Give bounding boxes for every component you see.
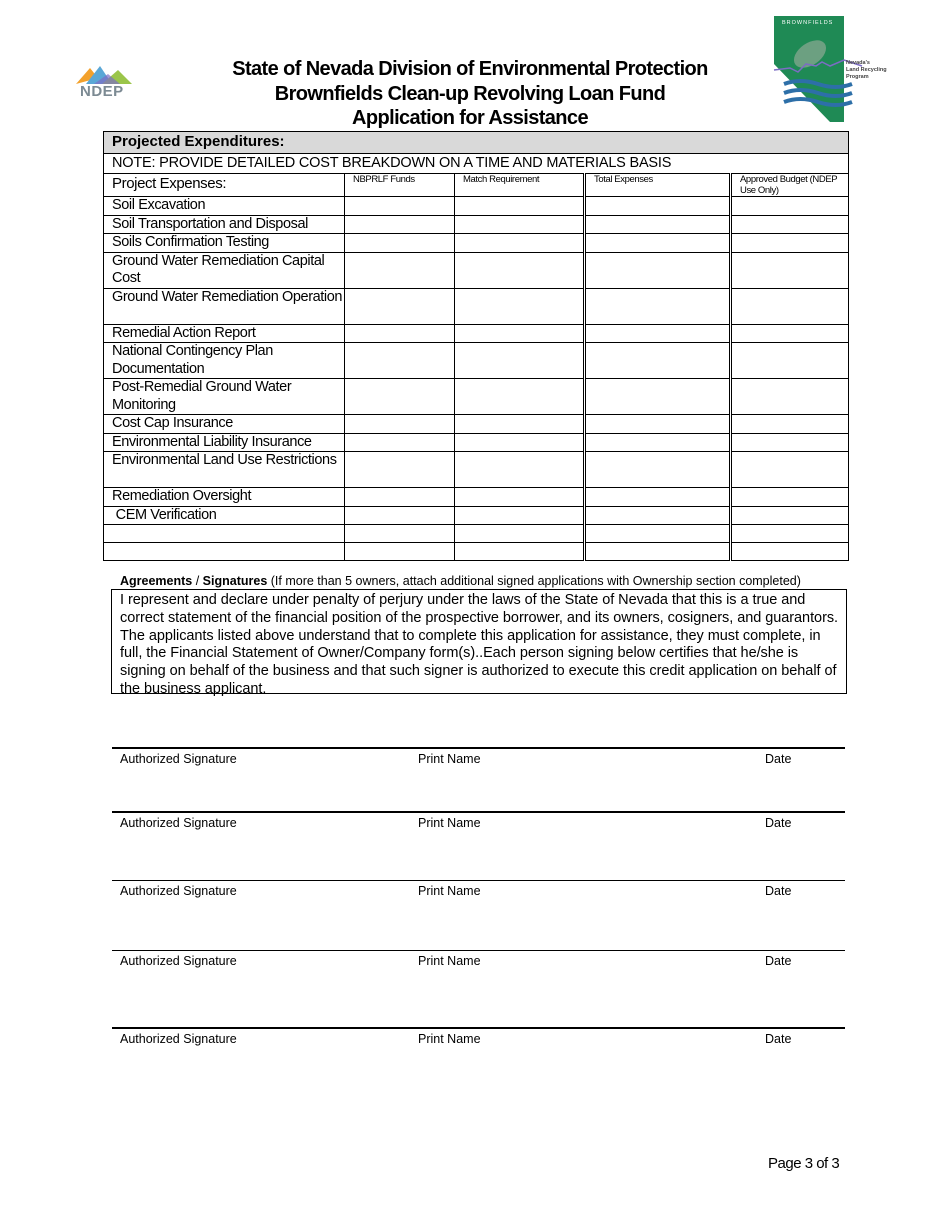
signature-line[interactable] (112, 880, 845, 898)
table-row (104, 252, 849, 288)
approved-budget-cell[interactable] (731, 343, 849, 379)
expense-label: Environmental Land Use Restrictions (104, 452, 345, 488)
table-row (104, 433, 849, 452)
match-requirement-cell[interactable] (455, 343, 585, 379)
nbprlf-funds-cell[interactable] (345, 415, 455, 434)
total-expenses-cell[interactable] (585, 288, 731, 324)
total-expenses-cell[interactable] (585, 506, 731, 525)
perjury-statement: I represent and declare under penalty of perjury under the laws of the State of Nevada that this is a true and correct statement of the financial position of the prospective borrower, and its owners, cosigners, and guarantors. The applicants listed above understand that to complete this application for assistance, they must complete, in full, the Financial Statement of Owner/Company form(s)..Each person signing below certifies that he/she is signing on behalf of the business and that such signer is authorized to execute this credit application on behalf of the business applicant. (111, 589, 847, 694)
print-name-label: Print Name (418, 1032, 481, 1046)
nbprlf-funds-cell[interactable] (345, 543, 455, 561)
total-expenses-cell[interactable] (585, 215, 731, 234)
approved-budget-cell[interactable] (731, 288, 849, 324)
table-row (104, 288, 849, 324)
agreements-note: (If more than 5 owners, attach additional signed applications with Ownership section completed) (267, 574, 801, 588)
logo-top-text: BROWNFIELDS (782, 20, 834, 26)
print-name-label: Print Name (418, 954, 481, 968)
match-requirement-cell[interactable] (455, 433, 585, 452)
total-expenses-cell[interactable] (585, 433, 731, 452)
match-requirement-cell[interactable] (455, 452, 585, 488)
approved-budget-cell[interactable] (731, 543, 849, 561)
nbprlf-funds-cell[interactable] (345, 288, 455, 324)
section-title: Projected Expenditures: (104, 132, 849, 154)
table-row (104, 324, 849, 343)
column-header-approved-budget: Approved Budget (NDEP Use Only) (731, 174, 849, 197)
expense-label: CEM Verification (104, 506, 345, 525)
approved-budget-cell[interactable] (731, 525, 849, 543)
ndep-logo-text: NDEP (80, 83, 124, 100)
cost-note: NOTE: PROVIDE DETAILED COST BREAKDOWN ON A TIME AND MATERIALS BASIS (104, 154, 849, 174)
total-expenses-cell[interactable] (585, 197, 731, 216)
table-row (104, 343, 849, 379)
expense-label: Cost Cap Insurance (104, 415, 345, 434)
total-expenses-cell[interactable] (585, 488, 731, 507)
logo-side-text-1: Nevada's (846, 60, 870, 66)
nbprlf-funds-cell[interactable] (345, 252, 455, 288)
match-requirement-cell[interactable] (455, 488, 585, 507)
authorized-signature-label: Authorized Signature (120, 816, 237, 830)
match-requirement-cell[interactable] (455, 288, 585, 324)
total-expenses-cell[interactable] (585, 525, 731, 543)
nbprlf-funds-cell[interactable] (345, 506, 455, 525)
match-requirement-cell[interactable] (455, 197, 585, 216)
total-expenses-cell[interactable] (585, 252, 731, 288)
total-expenses-cell[interactable] (585, 379, 731, 415)
table-note-row (104, 154, 849, 174)
print-name-label: Print Name (418, 816, 481, 830)
expense-label: Soil Excavation (104, 197, 345, 216)
approved-budget-cell[interactable] (731, 433, 849, 452)
date-label: Date (765, 954, 792, 968)
column-header-total-expenses: Total Expenses (585, 174, 731, 197)
nbprlf-funds-cell[interactable] (345, 324, 455, 343)
logo-side-text-3: Program (846, 74, 869, 80)
table-row (104, 525, 849, 543)
nbprlf-funds-cell[interactable] (345, 525, 455, 543)
print-name-label: Print Name (418, 884, 481, 898)
match-requirement-cell[interactable] (455, 543, 585, 561)
total-expenses-cell[interactable] (585, 543, 731, 561)
expense-label: Ground Water Remediation Operation (104, 288, 345, 324)
expense-label: Post-Remedial Ground Water Monitoring (104, 379, 345, 415)
expense-label: Soils Confirmation Testing (104, 234, 345, 253)
approved-budget-cell[interactable] (731, 215, 849, 234)
expense-label: Remediation Oversight (104, 488, 345, 507)
total-expenses-cell[interactable] (585, 324, 731, 343)
expense-rows (104, 197, 849, 561)
nbprlf-funds-cell[interactable] (345, 234, 455, 253)
approved-budget-cell[interactable] (731, 379, 849, 415)
table-row (104, 197, 849, 216)
approved-budget-cell[interactable] (731, 488, 849, 507)
date-label: Date (765, 884, 792, 898)
match-requirement-cell[interactable] (455, 215, 585, 234)
total-expenses-cell[interactable] (585, 343, 731, 379)
nbprlf-funds-cell[interactable] (345, 379, 455, 415)
approved-budget-cell[interactable] (731, 324, 849, 343)
match-requirement-cell[interactable] (455, 525, 585, 543)
nbprlf-funds-cell[interactable] (345, 452, 455, 488)
table-row (104, 415, 849, 434)
approved-budget-cell[interactable] (731, 415, 849, 434)
match-requirement-cell[interactable] (455, 252, 585, 288)
total-expenses-cell[interactable] (585, 452, 731, 488)
column-header-project-expenses: Project Expenses: (104, 174, 345, 197)
nbprlf-funds-cell[interactable] (345, 488, 455, 507)
table-row (104, 452, 849, 488)
table-title-row (104, 132, 849, 154)
nbprlf-funds-cell[interactable] (345, 197, 455, 216)
total-expenses-cell[interactable] (585, 415, 731, 434)
column-header-row (104, 174, 849, 197)
approved-budget-cell[interactable] (731, 252, 849, 288)
expense-label (104, 543, 345, 561)
expense-label: Remedial Action Report (104, 324, 345, 343)
expense-label: Ground Water Remediation Capital Cost (104, 252, 345, 288)
agreements-label: Agreements (120, 574, 193, 588)
signature-line[interactable] (112, 1027, 845, 1046)
document-title (190, 57, 750, 131)
approved-budget-cell[interactable] (731, 197, 849, 216)
table-row (104, 543, 849, 561)
approved-budget-cell[interactable] (731, 452, 849, 488)
match-requirement-cell[interactable] (455, 415, 585, 434)
authorized-signature-label: Authorized Signature (120, 884, 237, 898)
match-requirement-cell[interactable] (455, 506, 585, 525)
nbprlf-funds-cell[interactable] (345, 433, 455, 452)
total-expenses-cell[interactable] (585, 234, 731, 253)
authorized-signature-label: Authorized Signature (120, 752, 237, 766)
title-line-1: State of Nevada Division of Environmental Protection (232, 58, 708, 80)
signature-line[interactable] (112, 811, 845, 830)
match-requirement-cell[interactable] (455, 324, 585, 343)
nbprlf-funds-cell[interactable] (345, 343, 455, 379)
page-number: Page 3 of 3 (768, 1155, 840, 1172)
expenditures-table (103, 131, 849, 561)
column-header-nbprlf-funds: NBPRLF Funds (345, 174, 455, 197)
table-row (104, 488, 849, 507)
logo-side-text-2: Land Recycling (846, 67, 887, 73)
agreements-slash: / (192, 574, 203, 588)
expense-label: Environmental Liability Insurance (104, 433, 345, 452)
column-header-match-requirement: Match Requirement (455, 174, 585, 197)
match-requirement-cell[interactable] (455, 379, 585, 415)
expense-label (104, 525, 345, 543)
date-label: Date (765, 752, 792, 766)
print-name-label: Print Name (418, 752, 481, 766)
brownfields-logo (770, 14, 894, 122)
table-row (104, 234, 849, 253)
signature-line[interactable] (112, 950, 845, 968)
expense-label: National Contingency Plan Documentation (104, 343, 345, 379)
nbprlf-funds-cell[interactable] (345, 215, 455, 234)
agreements-title (120, 574, 801, 588)
date-label: Date (765, 816, 792, 830)
approved-budget-cell[interactable] (731, 506, 849, 525)
signatures-label: Signatures (202, 574, 268, 588)
table-row (104, 215, 849, 234)
table-row (104, 379, 849, 415)
authorized-signature-label: Authorized Signature (120, 1032, 237, 1046)
table-row (104, 506, 849, 525)
date-label: Date (765, 1032, 792, 1046)
authorized-signature-label: Authorized Signature (120, 954, 237, 968)
title-line-3: Application for Assistance (352, 107, 588, 129)
title-line-2: Brownfields Clean-up Revolving Loan Fund (274, 82, 666, 105)
match-requirement-cell[interactable] (455, 234, 585, 253)
signature-line[interactable] (112, 747, 845, 766)
expense-label: Soil Transportation and Disposal (104, 215, 345, 234)
approved-budget-cell[interactable] (731, 234, 849, 253)
